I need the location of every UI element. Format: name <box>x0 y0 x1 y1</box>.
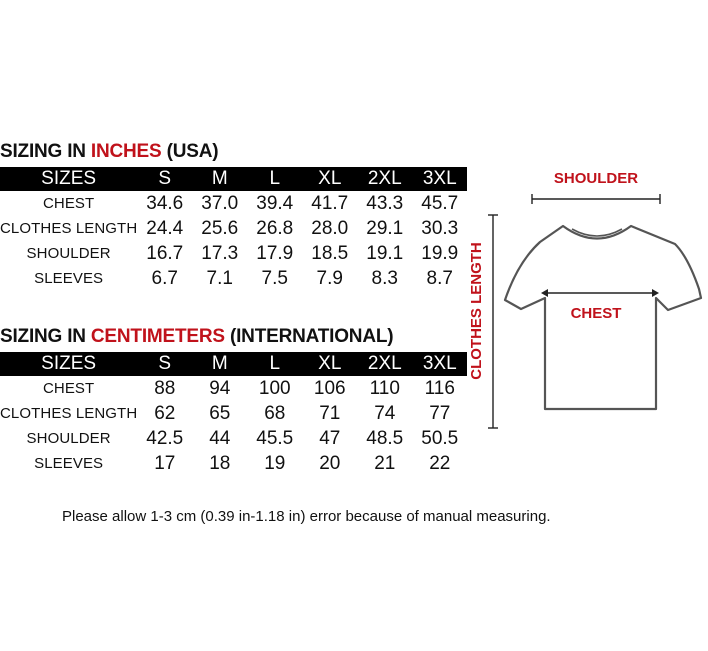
table-cell: 19.9 <box>421 242 459 264</box>
table-cell: 94 <box>209 377 231 399</box>
table-cell: 22 <box>429 452 451 474</box>
measurement-note: Please allow 1-3 cm (0.39 in-1.18 in) error because of manual measuring. <box>62 508 551 525</box>
table-cell: 29.1 <box>366 217 404 239</box>
cm-title-highlight: CENTIMETERS <box>90 326 225 347</box>
table-cell: 18.5 <box>311 242 349 264</box>
cm-title-suffix: (INTERNATIONAL) <box>224 326 394 347</box>
row-label: CHEST <box>42 195 95 212</box>
header-cell: 2XL <box>357 352 412 376</box>
inches-title-prefix: SIZING IN <box>0 141 91 162</box>
header-cell: XL <box>302 352 357 376</box>
table-cell: 20 <box>319 452 341 474</box>
chest-label: CHEST <box>570 305 622 322</box>
table-cell: 8.3 <box>371 267 398 289</box>
inches-title-highlight: INCHES <box>90 141 162 162</box>
table-cell: 21 <box>374 452 396 474</box>
table-cell: 44 <box>209 427 231 449</box>
table-cell: 110 <box>369 377 400 399</box>
table-cell: 30.3 <box>421 217 459 239</box>
table-cell: 43.3 <box>366 192 404 214</box>
table-cell: 25.6 <box>201 217 239 239</box>
clothes-length-label: CLOTHES LENGTH <box>468 242 485 380</box>
table-cell: 42.5 <box>146 427 184 449</box>
table-cell: 6.7 <box>151 267 178 289</box>
row-label: CLOTHES LENGTH <box>0 220 138 237</box>
table-cell: 71 <box>319 402 341 424</box>
table-cell: 77 <box>429 402 451 424</box>
table-cell: 19 <box>264 452 286 474</box>
row-label: SHOULDER <box>26 245 111 262</box>
table-cell: 17 <box>154 452 176 474</box>
header-cell: S <box>137 352 192 376</box>
table-cell: 7.9 <box>316 267 343 289</box>
header-cell: SIZES <box>0 167 137 191</box>
table-cell: 39.4 <box>256 192 294 214</box>
table-cell: 65 <box>209 402 231 424</box>
header-cell: S <box>137 167 192 191</box>
table-cell: 47 <box>319 427 341 449</box>
table-cell: 16.7 <box>146 242 184 264</box>
table-cell: 116 <box>424 377 455 399</box>
row-label: SLEEVES <box>34 270 104 287</box>
row-label: CHEST <box>42 380 95 397</box>
table-cell: 7.5 <box>261 267 288 289</box>
table-cell: 68 <box>264 402 286 424</box>
row-label: SHOULDER <box>26 430 111 447</box>
table-cell: 24.4 <box>146 217 184 239</box>
header-cell: L <box>247 352 302 376</box>
table-cell: 28.0 <box>311 217 349 239</box>
table-cell: 74 <box>374 402 396 424</box>
table-cell: 18 <box>209 452 231 474</box>
row-label: SLEEVES <box>34 455 104 472</box>
table-cell: 34.6 <box>146 192 184 214</box>
table-cell: 88 <box>154 377 176 399</box>
row-label: CLOTHES LENGTH <box>0 405 138 422</box>
chest-arrow-left-icon <box>541 289 548 297</box>
table-cell: 45.5 <box>256 427 294 449</box>
table-cell: 37.0 <box>201 192 239 214</box>
header-cell: L <box>247 167 302 191</box>
table-cell: 50.5 <box>421 427 459 449</box>
header-cell: M <box>192 352 247 376</box>
table-cell: 8.7 <box>426 267 453 289</box>
table-cell: 19.1 <box>366 242 404 264</box>
header-cell: 3XL <box>412 352 467 376</box>
table-cell: 48.5 <box>366 427 404 449</box>
header-cell: 3XL <box>412 167 467 191</box>
inches-title-suffix: (USA) <box>161 141 219 162</box>
table-cell: 26.8 <box>256 217 294 239</box>
header-cell: 2XL <box>357 167 412 191</box>
table-cell: 17.9 <box>256 242 294 264</box>
table-cell: 106 <box>313 377 346 399</box>
header-cell: M <box>192 167 247 191</box>
table-cell: 7.1 <box>206 267 233 289</box>
shoulder-label: SHOULDER <box>553 170 639 187</box>
chest-arrow-right-icon <box>652 289 659 297</box>
table-cell: 17.3 <box>201 242 239 264</box>
header-cell: SIZES <box>0 352 137 376</box>
cm-title-prefix: SIZING IN <box>0 326 91 347</box>
header-cell: XL <box>302 167 357 191</box>
table-cell: 62 <box>154 402 176 424</box>
table-cell: 45.7 <box>421 192 459 214</box>
table-cell: 100 <box>258 377 291 399</box>
table-cell: 41.7 <box>311 192 349 214</box>
